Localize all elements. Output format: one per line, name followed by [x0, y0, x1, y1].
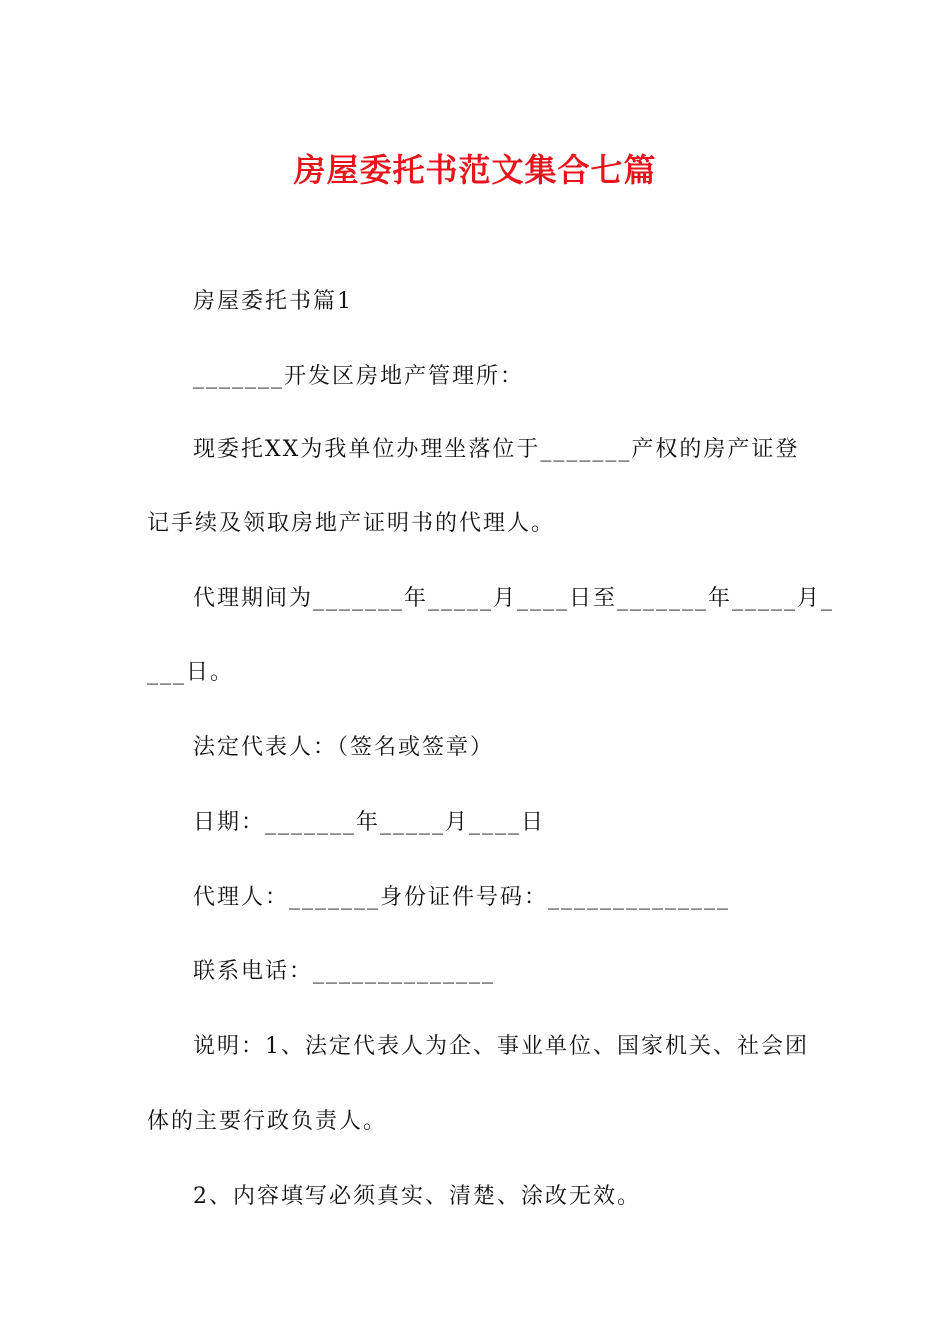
- phone-line: 联系电话：______________: [193, 959, 496, 984]
- section-heading: 房屋委托书篇1: [193, 289, 353, 314]
- period-line-continued: ___日。: [147, 660, 235, 685]
- body-paragraph-line: 记手续及领取房地产证明书的代理人。: [147, 511, 556, 536]
- note-line: 说明：1、法定代表人为企、事业单位、国家机关、社会团: [193, 1034, 809, 1059]
- addressee-line: _______开发区房地产管理所：: [193, 364, 525, 389]
- period-line: 代理期间为_______年_____月____日至_______年_____月_: [193, 586, 835, 611]
- document-title: 房屋委托书范文集合七篇: [293, 151, 657, 189]
- legal-representative-line: 法定代表人：（签名或签章）: [193, 735, 495, 760]
- note-line-continued: 体的主要行政负责人。: [147, 1109, 388, 1134]
- date-line: 日期：_______年_____月____日: [193, 810, 546, 835]
- agent-line: 代理人：_______身份证件号码：______________: [193, 885, 731, 910]
- body-paragraph-line: 现委托XX为我单位办理坐落位于_______产权的房产证登: [193, 437, 800, 462]
- note-item-2: 2、内容填写必须真实、清楚、涂改无效。: [193, 1184, 641, 1209]
